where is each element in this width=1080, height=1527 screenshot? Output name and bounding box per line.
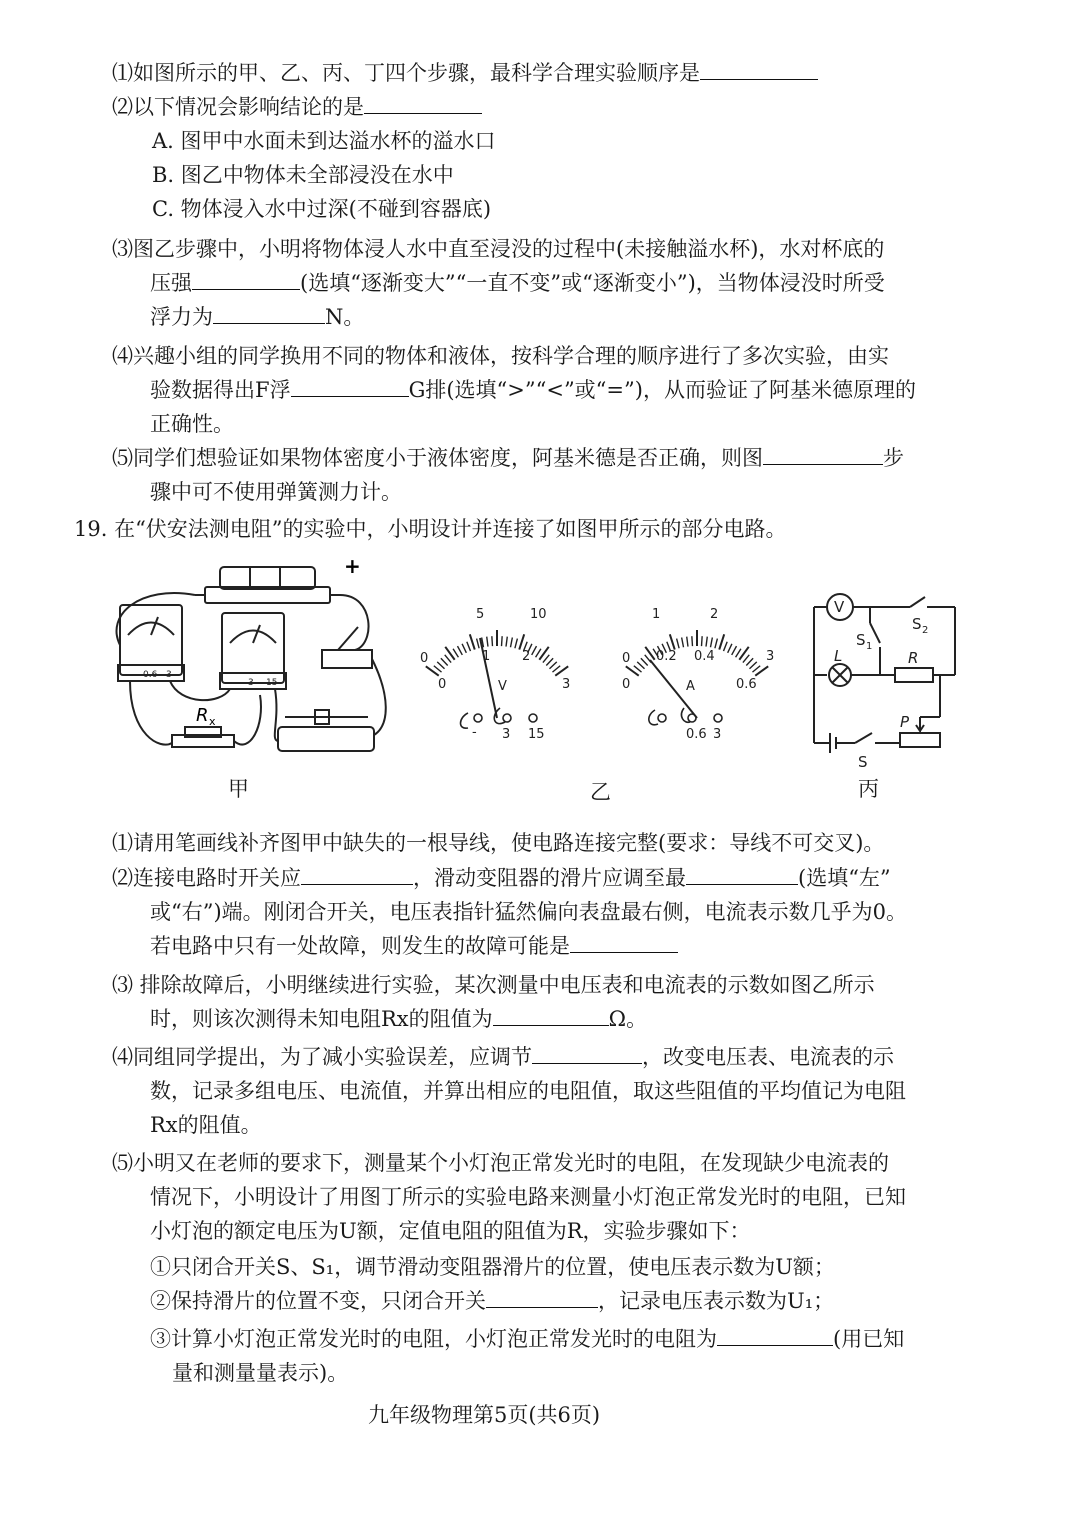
svg-text:0.6: 0.6 — [736, 677, 757, 692]
q18-option-a: A. 图甲中水面未到达溢水杯的溢水口 — [152, 129, 496, 153]
svg-text:0: 0 — [420, 651, 429, 666]
answer-blank[interactable] — [192, 267, 300, 290]
figure-bing-circuit-diagram — [800, 585, 970, 770]
q18-part5-line1: ⑸同学们想验证如果物体密度小于液体密度，阿基米德是否正确，则图 步 — [112, 441, 904, 475]
dial-tick — [682, 637, 684, 647]
dial-tick — [437, 662, 444, 669]
q18-part1: ⑴如图所示的甲、乙、丙、丁四个步骤，最科学合理实验顺序是 — [112, 56, 818, 90]
svg-text:A: A — [686, 679, 695, 694]
svg-text:15: 15 — [266, 678, 278, 688]
q18-part3-line1: ⑶图乙步骤中，小明将物体浸人水中直至浸没的过程中(未接触溢水杯)，水对杯底的 — [112, 237, 885, 261]
q19-step2: ②保持滑片的位置不变，只闭合开关 ，记录电压表示数为U₁； — [150, 1284, 834, 1318]
answer-blank[interactable] — [717, 1323, 833, 1346]
q19-part5-line1: ⑸小明又在老师的要求下，测量某个小灯泡正常发光时的电阻，在发现缺少电流表的 — [112, 1151, 889, 1175]
svg-text:0: 0 — [622, 677, 631, 692]
svg-text:1: 1 — [652, 607, 661, 622]
q19-part5-line3: 小灯泡的额定电压为U额，定值电阻的阻值为R，实验步骤如下： — [150, 1219, 751, 1243]
q18-part4-line3: 正确性。 — [150, 412, 234, 436]
dial-tick — [749, 662, 756, 669]
dial-tick — [736, 649, 741, 657]
dial-tick — [677, 639, 679, 649]
q19-intro: 19. 在“伏安法测电阻”的实验中，小明设计并连接了如图甲所示的部分电路。 — [74, 517, 787, 541]
dial-tick — [532, 646, 537, 655]
q19-step1: ①只闭合开关S、S₁，调节滑动变阻器滑片的位置，使电压表示数为U额； — [150, 1255, 835, 1279]
svg-text:3: 3 — [166, 670, 172, 680]
svg-text:0: 0 — [622, 651, 631, 666]
dial-tick — [670, 634, 675, 649]
dial-tick — [549, 662, 556, 669]
svg-text:-: - — [229, 678, 233, 688]
answer-blank[interactable] — [570, 930, 678, 953]
dial-tick — [706, 637, 707, 647]
dial-tick — [519, 634, 524, 649]
dial-tick — [692, 636, 693, 646]
dial-tick — [445, 655, 451, 663]
answer-blank[interactable] — [700, 57, 818, 80]
svg-text:V: V — [498, 679, 507, 694]
answer-blank[interactable] — [301, 862, 413, 885]
dial-tick — [441, 658, 448, 665]
svg-text:3: 3 — [766, 649, 775, 664]
svg-text:-: - — [472, 725, 477, 740]
rx-subscript: x — [209, 715, 216, 728]
svg-text:-: - — [127, 670, 131, 680]
q19-part5-line2: 情况下，小明设计了用图丁所示的实验电路来测量小灯泡正常发光时的电阻，已知 — [150, 1185, 906, 1209]
svg-text:S: S — [856, 631, 866, 649]
figure-caption-jia: 甲 — [228, 777, 249, 801]
resistor-r-symbol — [895, 668, 933, 682]
svg-text:0.4: 0.4 — [694, 649, 715, 664]
dial-tick — [546, 658, 553, 665]
dial-tick — [477, 639, 479, 649]
svg-text:L: L — [834, 647, 843, 665]
dial-tick — [510, 637, 512, 647]
dial-tick — [434, 666, 442, 672]
q18-part5-line2: 骤中可不使用弹簧测力计。 — [150, 480, 402, 504]
dial-tick — [492, 636, 493, 646]
q18-option-c: C. 物体浸入水中过深(不碰到容器底) — [152, 197, 492, 221]
svg-text:2: 2 — [710, 607, 719, 622]
svg-text:0: 0 — [438, 677, 447, 692]
svg-text:10: 10 — [530, 607, 547, 622]
dial-tick — [719, 634, 724, 649]
dial-tick — [487, 637, 488, 647]
svg-text:0.6: 0.6 — [686, 727, 707, 742]
svg-text:3: 3 — [713, 727, 722, 742]
dial-tick — [687, 637, 688, 647]
svg-text:S: S — [858, 753, 868, 770]
plus-sign: + — [344, 555, 361, 578]
q19-part1: ⑴请用笔画线补齐图甲中缺失的一根导线，使电路连接完整(要求：导线不可交叉)。 — [112, 831, 885, 855]
dial-tick — [728, 644, 732, 653]
svg-text:15: 15 — [528, 727, 545, 742]
svg-text:V: V — [834, 598, 845, 616]
svg-text:5: 5 — [476, 607, 485, 622]
figure-caption-yi: 乙 — [590, 780, 611, 804]
dial-tick — [732, 646, 737, 655]
figure-jia-physical-circuit — [100, 555, 400, 770]
q19-part2-line1: ⑵连接电路时开关应 ，滑动变阻器的滑片应调至最 (选填“左” — [112, 861, 891, 895]
svg-text:2: 2 — [922, 625, 929, 636]
figure-caption-bing: 丙 — [858, 777, 879, 801]
q18-part4-line1: ⑷兴趣小组的同学换用不同的物体和液体，按科学合理的顺序进行了多次实验，由实 — [112, 344, 889, 368]
answer-blank[interactable] — [291, 374, 409, 397]
svg-text:S: S — [912, 615, 922, 633]
dial-tick — [724, 642, 728, 651]
dial-tick — [467, 642, 471, 651]
dial-tick — [746, 658, 753, 665]
q19-part3-line1: ⑶ 排除故障后，小明继续进行实验，某次测量中电压表和电流表的示数如图乙所示 — [112, 973, 875, 997]
page-footer: 九年级物理第5页(共6页) — [368, 1403, 601, 1427]
rheostat — [278, 727, 374, 751]
q19-step3-line2: 量和测量量表示)。 — [172, 1361, 349, 1385]
q18-part2: ⑵以下情况会影响结论的是 — [112, 90, 482, 124]
svg-text:R: R — [908, 649, 919, 667]
q18-part4-line2: 验数据得出F浮 G排(选填“>”“<”或“=”)，从而验证了阿基米德原理的 — [150, 373, 916, 407]
dial-tick — [515, 639, 517, 649]
svg-text:1: 1 — [866, 641, 873, 652]
dial-tick — [743, 655, 749, 663]
answer-blank[interactable] — [364, 91, 482, 114]
q19-part4-line2: 数，记录多组电压、电流值，并算出相应的电阻值，取这些阻值的平均值记为电阻 — [150, 1079, 906, 1103]
battery-cells — [220, 567, 315, 589]
dial-tick — [702, 636, 703, 646]
dial-tick — [710, 637, 712, 647]
answer-blank[interactable] — [763, 442, 883, 465]
dial-tick — [462, 644, 466, 653]
q19-part2-line3: 若电路中只有一处故障，则发生的故障可能是 — [150, 929, 678, 963]
dial-tick — [543, 655, 549, 663]
q19-part4-line3: Rx的阻值。 — [150, 1113, 262, 1137]
dial-tick — [502, 636, 503, 646]
answer-blank[interactable] — [493, 1003, 609, 1026]
dial-tick — [715, 639, 717, 649]
figure-yi-ammeter-dial — [610, 598, 785, 753]
dial-tick — [637, 662, 644, 669]
answer-blank[interactable] — [213, 301, 325, 324]
q18-option-b: B. 图乙中物体未全部浸没在水中 — [152, 163, 454, 187]
svg-text:3: 3 — [248, 678, 254, 688]
dial-tick — [457, 646, 462, 655]
q19-part2-line2: 或“右”)端。刚闭合开关，电压表指针猛然偏向表盘最右侧，电流表示数几乎为0。 — [150, 900, 908, 924]
answer-blank[interactable] — [486, 1285, 598, 1308]
dial-tick — [641, 658, 648, 665]
dial-tick — [506, 637, 507, 647]
dial-tick — [536, 649, 541, 657]
dial-tick — [752, 666, 760, 672]
dial-tick — [552, 666, 560, 672]
answer-blank[interactable] — [686, 862, 798, 885]
rx-label: R — [196, 705, 209, 726]
q19-step3: ③计算小灯泡正常发光时的电阻，小灯泡正常发光时的电阻为 (用已知 — [150, 1322, 904, 1356]
svg-text:0.6: 0.6 — [143, 670, 158, 680]
dial-tick — [470, 634, 475, 649]
figure-yi-voltmeter-dial — [410, 598, 585, 753]
q19-part3-line2: 时，则该次测得未知电阻Rx的阻值为 Ω。 — [150, 1002, 647, 1036]
svg-text:P: P — [900, 713, 910, 731]
q18-part3-line2: 压强 (选填“逐渐变大”“一直不变”或“逐渐变小”)，当物体浸没时所受 — [150, 266, 885, 300]
dial-tick — [634, 666, 642, 672]
svg-text:3: 3 — [562, 677, 571, 692]
svg-text:0.2: 0.2 — [656, 649, 677, 664]
svg-text:1: 1 — [482, 649, 491, 664]
q18-part3-line3: 浮力为 N。 — [150, 300, 364, 334]
switch-base — [322, 650, 372, 668]
answer-blank[interactable] — [532, 1041, 642, 1064]
dial-tick — [453, 649, 458, 657]
rheostat-symbol — [900, 733, 940, 747]
svg-text:2: 2 — [522, 649, 531, 664]
q19-part4-line1: ⑷同组同学提出，为了减小实验误差，应调节 ，改变电压表、电流表的示 — [112, 1040, 894, 1074]
svg-text:3: 3 — [502, 727, 511, 742]
